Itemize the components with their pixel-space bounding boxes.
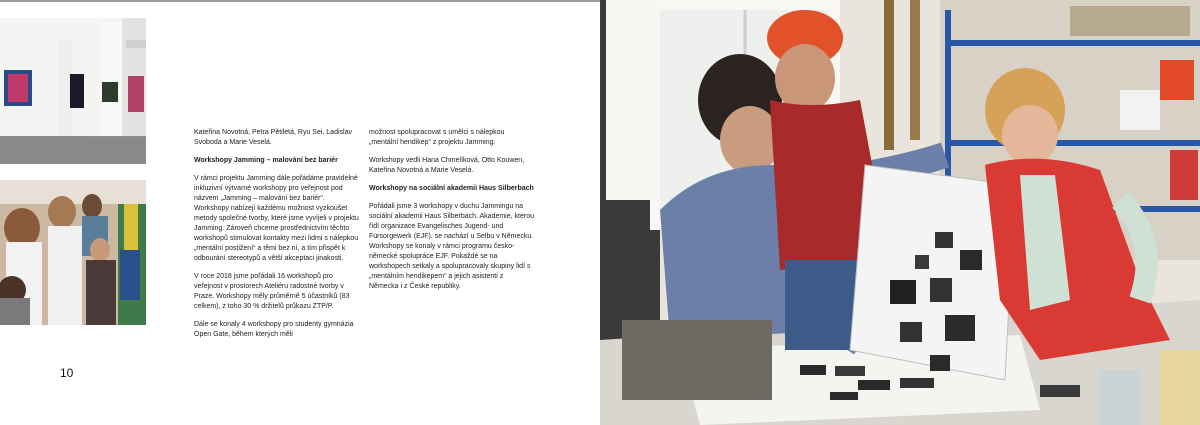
top-rule xyxy=(0,0,600,2)
paragraph: možnost spolupracovat s umělci s nálepkou „mentální hendikep“ z projektu Jamming. xyxy=(369,129,505,146)
paragraph: V rámci projektu Jamming dále pořádáme pravidelné inkluzivní výtvarné workshopy pro veřejnost pod názvem „Jamming – malování bez bariér“. Workshopy nabízejí každému možnost vyzkoušet metody společné tvorby, které jsme vyvíjeli v projektu Jamming. Zároveň chceme prostřednictvím těchto workshopů stimulovat kontakty mezi lidmi s nálepkou „mentální postižení“ a těmi bez ní, a tím přispět k odbourání stereotypů a větší akceptaci jinakosti. xyxy=(194,175,359,262)
paragraph: Dále se konaly 4 workshopy pro studenty gymnázia Open Gate, během kterých měli xyxy=(194,321,354,338)
intro-paragraph: Kateřina Novotná, Petra Pětiletá, Ryu Sei, Ladislav Svoboda a Marie Veselá. xyxy=(194,129,352,146)
printmaking-photo xyxy=(600,0,1200,425)
gallery-photo xyxy=(0,18,146,164)
workshop-photo xyxy=(0,180,146,325)
section-heading-silberbach: Workshopy na sociální akademii Haus Silberbach xyxy=(369,185,534,192)
text-column-2 xyxy=(369,128,534,300)
paragraph: Pořádali jsme 3 workshopy v duchu Jammingu na sociální akademii Haus Silberbach. Akademie, kterou řídí organizace Evangelisches Jugend- und Fürsorgewerk (EJF), se nachází u Selbu v Německu. Workshopy se konaly v rámci programu česko-německé spolupráce EJF. Pokaždé se na workshopech setkaly a spolupracovaly skupiny lidí s „mentálním hendikepem“ a jejich asistenti z Německa i z České republiky. xyxy=(369,203,534,290)
page-number: 10 xyxy=(60,366,74,380)
section-heading-jamming: Workshopy Jamming – malování bez bariér xyxy=(194,157,338,164)
paragraph: V roce 2018 jsme pořádali 16 workshopů pro veřejnost v prostorech Ateliéru radostné tvorby v Praze. Workshopy měly průměrně 5 účastníků (83 celkem), z toho 30 % držitelů průkazu ZTP/P. xyxy=(194,273,350,310)
text-column-1 xyxy=(194,128,359,348)
paragraph: Workshopy vedli Hana Chmelíková, Otto Kouwen, Kateřina Novotná a Marie Veselá. xyxy=(369,157,525,174)
